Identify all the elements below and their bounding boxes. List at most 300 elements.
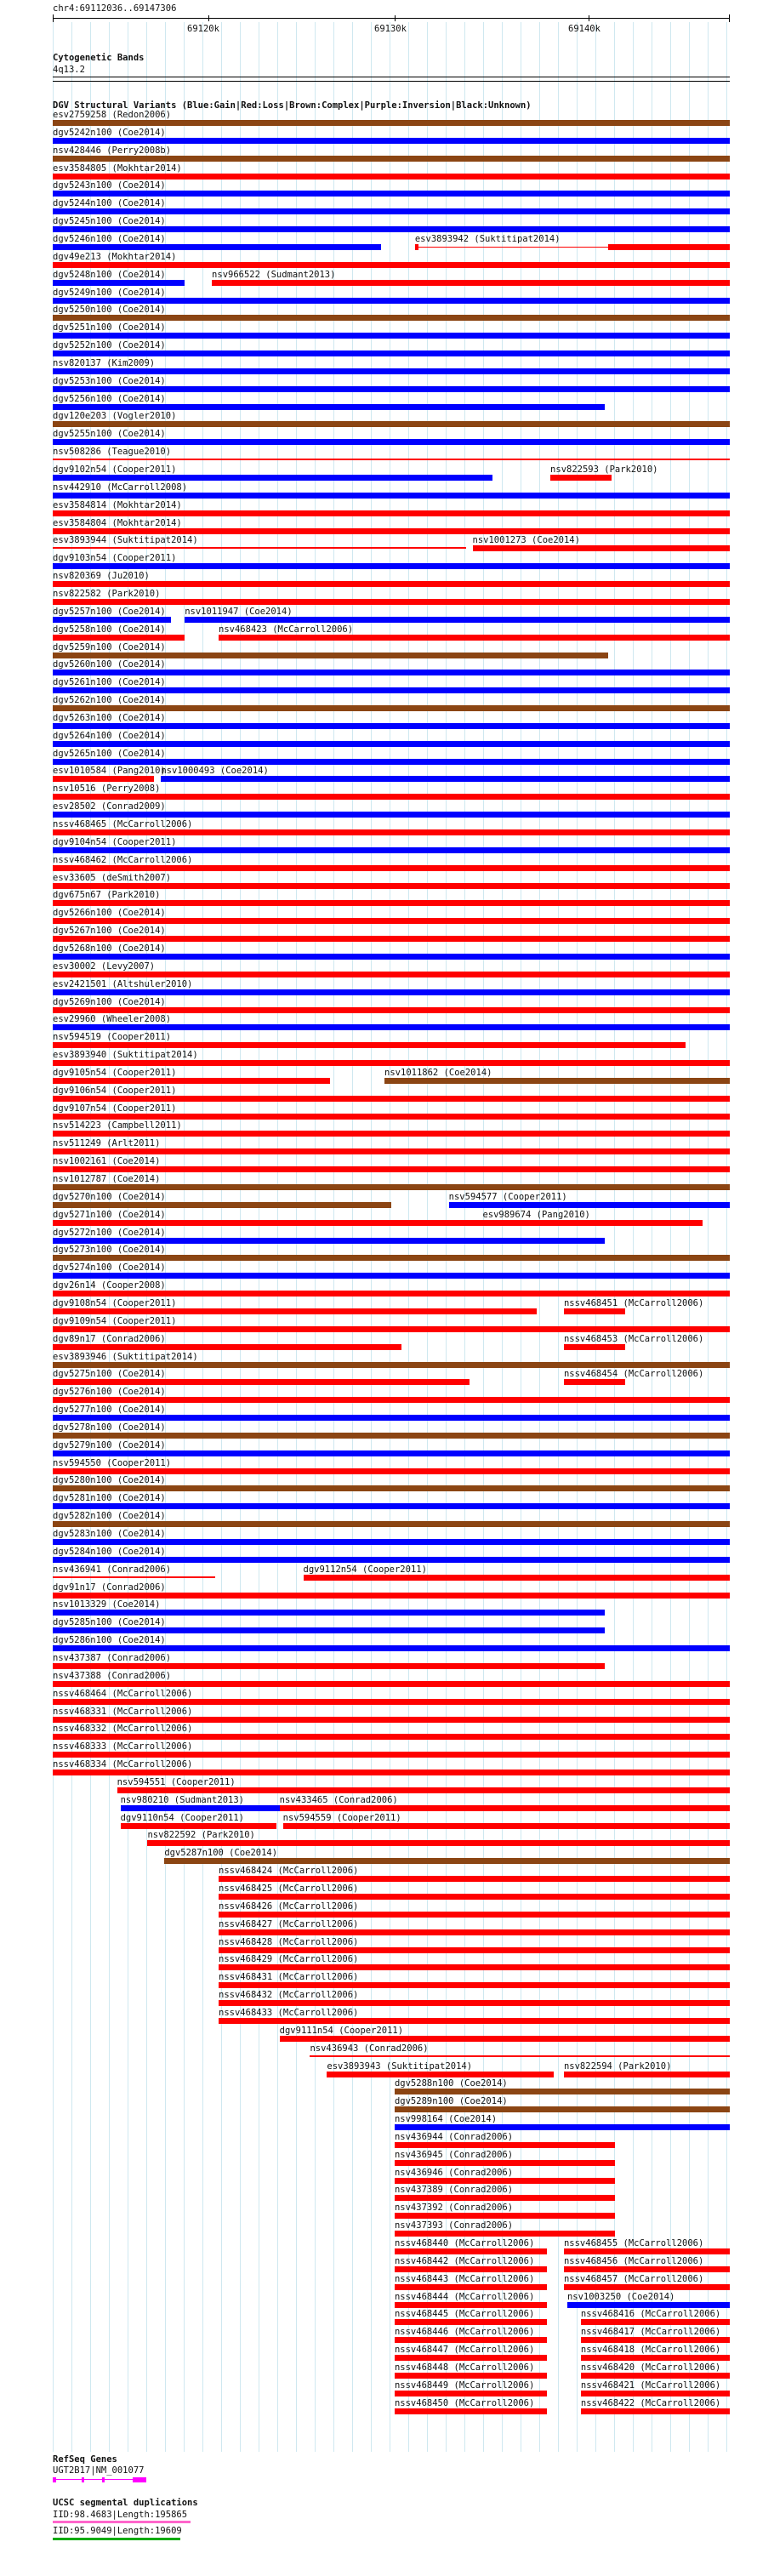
variant-label[interactable]: dgv9102n54 (Cooper2011) — [53, 464, 177, 475]
variant-bar[interactable] — [53, 794, 730, 800]
variant-label[interactable]: esv3893942 (Suktitipat2014) — [414, 233, 561, 244]
variant-bar[interactable] — [564, 2284, 730, 2290]
variant-label[interactable]: nssv468417 (McCarroll2006) — [580, 2327, 721, 2338]
variant-label[interactable]: dgv5253n100 (Coe2014) — [53, 375, 166, 386]
variant-label[interactable]: esv1010584 (Pang2010) — [53, 766, 166, 777]
variant-bar[interactable] — [53, 1042, 686, 1048]
variant-label[interactable]: dgv9112n54 (Cooper2011) — [303, 1564, 427, 1575]
variant-bar[interactable] — [219, 1982, 730, 1988]
variant-bar[interactable] — [53, 138, 730, 144]
variant-bar[interactable] — [53, 244, 381, 250]
variant-label[interactable]: nssv468457 (McCarroll2006) — [563, 2273, 704, 2284]
variant-label[interactable]: nsv822582 (Park2010) — [53, 588, 161, 599]
variant-label[interactable]: esv2421501 (Altshuler2010) — [53, 978, 193, 989]
variant-label[interactable]: nsv1000493 (Coe2014) — [161, 766, 269, 777]
variant-label[interactable]: dgv5271n100 (Coe2014) — [53, 1209, 166, 1220]
variant-bar[interactable] — [395, 2248, 547, 2254]
variant-bar[interactable] — [53, 298, 730, 304]
variant-label[interactable]: nssv468420 (McCarroll2006) — [580, 2362, 721, 2373]
variant-bar[interactable] — [53, 1114, 730, 1120]
variant-bar[interactable] — [53, 191, 730, 197]
variant-label[interactable]: dgv5242n100 (Coe2014) — [53, 127, 166, 138]
variant-label[interactable]: nsv820137 (Kim2009) — [53, 357, 156, 368]
variant-label[interactable]: dgv5252n100 (Coe2014) — [53, 340, 166, 351]
variant-label[interactable]: esv3584804 (Mokhtar2014) — [53, 517, 182, 528]
variant-bar[interactable] — [53, 156, 730, 162]
variant-label[interactable]: dgv9105n54 (Cooper2011) — [53, 1067, 177, 1078]
variant-bar[interactable] — [564, 2072, 730, 2077]
variant-label[interactable]: nsv820369 (Ju2010) — [53, 571, 150, 582]
variant-label[interactable]: esv33605 (deSmith2007) — [53, 872, 172, 883]
variant-bar[interactable] — [608, 244, 730, 250]
variant-bar[interactable] — [53, 475, 492, 481]
variant-label[interactable]: esv2759258 (Redon2006) — [53, 110, 172, 120]
variant-bar[interactable] — [53, 280, 185, 286]
variant-label[interactable]: nsv433465 (Conrad2006) — [279, 1794, 398, 1805]
variant-label[interactable]: nsv442910 (McCarroll2008) — [53, 482, 188, 493]
variant-label[interactable]: dgv5243n100 (Coe2014) — [53, 180, 166, 191]
variant-label[interactable]: nssv468433 (McCarroll2006) — [219, 2007, 359, 2018]
variant-bar[interactable] — [53, 315, 730, 321]
variant-label[interactable]: dgv5256n100 (Coe2014) — [53, 393, 166, 404]
variant-bar[interactable] — [53, 900, 730, 906]
variant-bar[interactable] — [53, 262, 730, 268]
variant-bar[interactable] — [395, 2337, 547, 2343]
variant-label[interactable]: nsv437393 (Conrad2006) — [394, 2220, 514, 2231]
refseq-gene-label[interactable]: UGT2B17|NM_001077 — [53, 2465, 145, 2476]
variant-label[interactable]: dgv5275n100 (Coe2014) — [53, 1369, 166, 1380]
variant-label[interactable]: nssv468429 (McCarroll2006) — [219, 1954, 359, 1965]
variant-label[interactable]: nsv437392 (Conrad2006) — [394, 2203, 514, 2214]
variant-bar[interactable] — [564, 1344, 625, 1350]
variant-bar[interactable] — [53, 847, 730, 853]
variant-bar[interactable] — [53, 563, 730, 569]
variant-bar[interactable] — [567, 2302, 730, 2308]
variant-bar[interactable] — [53, 1379, 470, 1385]
variant-label[interactable]: nsv428446 (Perry2008b) — [53, 145, 172, 156]
variant-bar[interactable] — [581, 2319, 730, 2325]
variant-bar[interactable] — [121, 1823, 276, 1829]
variant-bar[interactable] — [53, 670, 730, 675]
variant-label[interactable]: nssv468334 (McCarroll2006) — [53, 1759, 193, 1770]
variant-label[interactable]: esv3893944 (Suktitipat2014) — [53, 535, 198, 546]
variant-bar[interactable] — [117, 1787, 730, 1793]
variant-label[interactable]: nsv436945 (Conrad2006) — [394, 2149, 514, 2160]
variant-label[interactable]: nssv468450 (McCarroll2006) — [394, 2397, 535, 2408]
variant-bar[interactable] — [53, 1503, 730, 1509]
variant-bar[interactable] — [53, 547, 466, 549]
variant-bar[interactable] — [219, 1929, 730, 1935]
variant-label[interactable]: dgv5248n100 (Coe2014) — [53, 269, 166, 280]
variant-bar[interactable] — [564, 2266, 730, 2272]
variant-bar[interactable] — [53, 1202, 391, 1208]
variant-bar[interactable] — [53, 1663, 605, 1669]
variant-bar[interactable] — [53, 1468, 730, 1474]
variant-bar[interactable] — [219, 635, 730, 641]
variant-bar[interactable] — [219, 1876, 730, 1882]
variant-bar[interactable] — [53, 1362, 730, 1368]
variant-bar[interactable] — [53, 1078, 330, 1084]
variant-label[interactable]: nsv822594 (Park2010) — [563, 2060, 672, 2072]
variant-bar[interactable] — [53, 386, 730, 392]
variant-label[interactable]: dgv5258n100 (Coe2014) — [53, 624, 166, 635]
variant-bar[interactable] — [53, 1096, 730, 1102]
variant-bar[interactable] — [473, 545, 730, 551]
variant-bar[interactable] — [327, 2072, 554, 2077]
variant-bar[interactable] — [395, 2373, 547, 2379]
variant-label[interactable]: nssv468440 (McCarroll2006) — [394, 2238, 535, 2248]
variant-bar[interactable] — [53, 208, 730, 214]
variant-label[interactable]: nssv468422 (McCarroll2006) — [580, 2397, 721, 2408]
variant-label[interactable]: nssv468449 (McCarroll2006) — [394, 2379, 535, 2391]
variant-label[interactable]: nssv468421 (McCarroll2006) — [580, 2379, 721, 2391]
variant-bar[interactable] — [482, 1220, 703, 1226]
segdup-label[interactable]: IID:98.4683|Length:195865 — [53, 2510, 188, 2520]
variant-label[interactable]: nsv436941 (Conrad2006) — [53, 1564, 172, 1575]
variant-label[interactable]: esv30002 (Levy2007) — [53, 960, 156, 972]
variant-bar[interactable] — [564, 1308, 625, 1314]
variant-label[interactable]: dgv5282n100 (Coe2014) — [53, 1511, 166, 1522]
variant-bar[interactable] — [53, 1627, 605, 1633]
variant-bar[interactable] — [280, 1805, 730, 1811]
variant-label[interactable]: nsv998164 (Coe2014) — [394, 2114, 498, 2125]
variant-bar[interactable] — [219, 2000, 730, 2006]
variant-bar[interactable] — [310, 2055, 730, 2057]
variant-bar[interactable] — [53, 510, 730, 516]
variant-label[interactable]: nssv468442 (McCarroll2006) — [394, 2255, 535, 2266]
variant-label[interactable]: dgv9111n54 (Cooper2011) — [279, 2025, 404, 2036]
variant-label[interactable]: nssv468446 (McCarroll2006) — [394, 2327, 535, 2338]
variant-label[interactable]: nsv1011862 (Coe2014) — [384, 1067, 492, 1078]
variant-bar[interactable] — [219, 2018, 730, 2024]
segdup-bar[interactable] — [53, 2538, 180, 2540]
variant-label[interactable]: nsv437389 (Conrad2006) — [394, 2185, 514, 2196]
variant-bar[interactable] — [581, 2408, 730, 2414]
variant-bar[interactable] — [53, 1291, 730, 1297]
variant-label[interactable]: nsv1013329 (Coe2014) — [53, 1599, 161, 1610]
variant-label[interactable]: dgv9109n54 (Cooper2011) — [53, 1315, 177, 1326]
variant-bar[interactable] — [53, 528, 730, 534]
variant-label[interactable]: esv3584805 (Mokhtar2014) — [53, 162, 182, 174]
variant-label[interactable]: esv3893943 (Suktitipat2014) — [327, 2060, 473, 2072]
variant-bar[interactable] — [564, 1379, 625, 1385]
variant-label[interactable]: esv3584814 (Mokhtar2014) — [53, 499, 182, 510]
variant-label[interactable]: nssv468431 (McCarroll2006) — [219, 1972, 359, 1983]
variant-label[interactable]: nssv468464 (McCarroll2006) — [53, 1688, 193, 1699]
variant-label[interactable]: dgv5278n100 (Coe2014) — [53, 1422, 166, 1433]
variant-label[interactable]: dgv5245n100 (Coe2014) — [53, 216, 166, 227]
variant-bar[interactable] — [395, 2391, 547, 2396]
variant-label[interactable]: dgv5288n100 (Coe2014) — [394, 2078, 508, 2089]
variant-label[interactable]: dgv5251n100 (Coe2014) — [53, 322, 166, 333]
variant-bar[interactable] — [53, 883, 730, 889]
variant-label[interactable]: nsv10516 (Perry2008) — [53, 784, 161, 795]
variant-label[interactable]: dgv49e213 (Mokhtar2014) — [53, 251, 177, 262]
variant-label[interactable]: esv989674 (Pang2010) — [482, 1209, 590, 1220]
variant-bar[interactable] — [53, 635, 185, 641]
variant-label[interactable]: dgv5259n100 (Coe2014) — [53, 641, 166, 653]
variant-label[interactable]: dgv5257n100 (Coe2014) — [53, 606, 166, 617]
variant-label[interactable]: dgv9108n54 (Cooper2011) — [53, 1297, 177, 1308]
variant-bar[interactable] — [53, 404, 605, 410]
variant-bar[interactable] — [53, 1752, 730, 1758]
variant-bar[interactable] — [53, 581, 730, 587]
variant-bar[interactable] — [53, 989, 730, 995]
variant-label[interactable]: nssv468424 (McCarroll2006) — [219, 1866, 359, 1877]
variant-bar[interactable] — [53, 1415, 730, 1421]
variant-label[interactable]: dgv5263n100 (Coe2014) — [53, 712, 166, 723]
variant-label[interactable]: nsv511249 (Arlt2011) — [53, 1138, 161, 1149]
variant-bar[interactable] — [219, 1947, 730, 1953]
variant-bar[interactable] — [53, 723, 730, 729]
variant-bar[interactable] — [53, 459, 730, 460]
variant-bar[interactable] — [581, 2355, 730, 2361]
variant-label[interactable]: dgv5274n100 (Coe2014) — [53, 1262, 166, 1274]
variant-label[interactable]: nsv1002161 (Coe2014) — [53, 1156, 161, 1167]
variant-bar[interactable] — [53, 1593, 730, 1599]
variant-bar[interactable] — [219, 1894, 730, 1900]
variant-bar[interactable] — [53, 1717, 730, 1723]
variant-label[interactable]: dgv120e203 (Vogler2010) — [53, 411, 177, 422]
variant-label[interactable]: nssv468443 (McCarroll2006) — [394, 2273, 535, 2284]
variant-label[interactable]: dgv675n67 (Park2010) — [53, 890, 161, 901]
variant-label[interactable]: dgv5273n100 (Coe2014) — [53, 1245, 166, 1256]
variant-label[interactable]: nssv468445 (McCarroll2006) — [394, 2309, 535, 2320]
variant-label[interactable]: nssv468465 (McCarroll2006) — [53, 819, 193, 829]
variant-bar[interactable] — [53, 174, 730, 180]
variant-label[interactable]: nsv1001273 (Coe2014) — [472, 535, 580, 546]
variant-label[interactable]: dgv5280n100 (Coe2014) — [53, 1475, 166, 1486]
variant-bar[interactable] — [161, 776, 730, 782]
variant-label[interactable]: nsv822593 (Park2010) — [550, 464, 658, 475]
variant-label[interactable]: dgv5283n100 (Coe2014) — [53, 1529, 166, 1539]
variant-bar[interactable] — [53, 1238, 605, 1244]
variant-label[interactable]: dgv9104n54 (Cooper2011) — [53, 836, 177, 847]
variant-label[interactable]: dgv5266n100 (Coe2014) — [53, 908, 166, 919]
variant-bar[interactable] — [53, 776, 154, 782]
variant-label[interactable]: dgv5289n100 (Coe2014) — [394, 2096, 508, 2107]
variant-bar[interactable] — [395, 2213, 615, 2219]
variant-label[interactable]: nsv508286 (Teague2010) — [53, 447, 172, 458]
variant-bar[interactable] — [53, 120, 730, 126]
variant-label[interactable]: dgv5249n100 (Coe2014) — [53, 287, 166, 298]
variant-label[interactable]: nsv1012787 (Coe2014) — [53, 1174, 161, 1184]
variant-label[interactable]: nssv468331 (McCarroll2006) — [53, 1706, 193, 1717]
variant-label[interactable]: dgv5276n100 (Coe2014) — [53, 1387, 166, 1398]
variant-bar[interactable] — [53, 1255, 730, 1261]
variant-bar[interactable] — [53, 1450, 730, 1456]
variant-bar[interactable] — [550, 475, 612, 481]
variant-bar[interactable] — [53, 865, 730, 871]
variant-bar[interactable] — [53, 1734, 730, 1740]
variant-label[interactable]: dgv26n14 (Cooper2008) — [53, 1280, 166, 1291]
variant-bar[interactable] — [53, 741, 730, 747]
variant-label[interactable]: nsv1003250 (Coe2014) — [566, 2291, 675, 2302]
variant-bar[interactable] — [53, 493, 730, 499]
variant-label[interactable]: esv3893946 (Suktitipat2014) — [53, 1351, 198, 1362]
variant-bar[interactable] — [395, 2302, 547, 2308]
variant-bar[interactable] — [53, 1397, 730, 1403]
segdup-bar[interactable] — [53, 2521, 191, 2523]
variant-label[interactable]: nsv437388 (Conrad2006) — [53, 1670, 172, 1681]
variant-bar[interactable] — [53, 439, 730, 445]
variant-label[interactable]: dgv89n17 (Conrad2006) — [53, 1333, 166, 1344]
variant-bar[interactable] — [53, 829, 730, 835]
variant-bar[interactable] — [395, 2089, 730, 2094]
variant-label[interactable]: nssv468455 (McCarroll2006) — [563, 2238, 704, 2248]
variant-bar[interactable] — [219, 1964, 730, 1970]
variant-label[interactable]: esv3893940 (Suktitipat2014) — [53, 1050, 198, 1061]
variant-bar[interactable] — [53, 918, 730, 924]
variant-bar[interactable] — [395, 2408, 547, 2414]
variant-bar[interactable] — [53, 1024, 730, 1030]
variant-bar[interactable] — [53, 1326, 730, 1332]
variant-label[interactable]: dgv5272n100 (Coe2014) — [53, 1227, 166, 1238]
variant-bar[interactable] — [395, 2355, 547, 2361]
variant-label[interactable]: nsv980210 (Sudmant2013) — [120, 1794, 244, 1805]
variant-label[interactable]: dgv9107n54 (Cooper2011) — [53, 1103, 177, 1114]
variant-bar[interactable] — [53, 1645, 730, 1651]
variant-label[interactable]: dgv5277n100 (Coe2014) — [53, 1405, 166, 1416]
variant-bar[interactable] — [395, 2160, 615, 2166]
variant-label[interactable]: nssv468444 (McCarroll2006) — [394, 2291, 535, 2302]
variant-label[interactable]: nssv468447 (McCarroll2006) — [394, 2345, 535, 2356]
variant-bar[interactable] — [395, 2284, 547, 2290]
variant-label[interactable]: nsv594559 (Cooper2011) — [282, 1812, 401, 1823]
variant-label[interactable]: nsv966522 (Sudmant2013) — [212, 269, 336, 280]
variant-bar[interactable] — [53, 1576, 215, 1578]
variant-bar[interactable] — [53, 1344, 401, 1350]
variant-bar[interactable] — [53, 1166, 730, 1172]
variant-bar[interactable] — [53, 759, 730, 765]
variant-bar[interactable] — [53, 1699, 730, 1705]
variant-bar[interactable] — [53, 1308, 537, 1314]
variant-label[interactable]: dgv5264n100 (Coe2014) — [53, 730, 166, 741]
variant-bar[interactable] — [53, 1273, 730, 1279]
variant-label[interactable]: nsv436943 (Conrad2006) — [310, 2043, 429, 2054]
variant-label[interactable]: dgv5279n100 (Coe2014) — [53, 1439, 166, 1450]
segdup-label[interactable]: IID:95.9049|Length:19609 — [53, 2526, 182, 2536]
variant-bar[interactable] — [395, 2195, 615, 2201]
variant-bar[interactable] — [53, 1539, 730, 1545]
variant-bar[interactable] — [53, 1433, 730, 1439]
variant-label[interactable]: nsv437387 (Conrad2006) — [53, 1652, 172, 1663]
variant-bar[interactable] — [53, 226, 730, 232]
variant-label[interactable]: dgv5244n100 (Coe2014) — [53, 198, 166, 209]
variant-label[interactable]: dgv5255n100 (Coe2014) — [53, 429, 166, 440]
variant-bar[interactable] — [304, 1575, 730, 1581]
variant-bar[interactable] — [53, 1485, 730, 1491]
variant-bar[interactable] — [53, 350, 730, 356]
variant-label[interactable]: dgv5246n100 (Coe2014) — [53, 233, 166, 244]
variant-bar[interactable] — [581, 2373, 730, 2379]
variant-label[interactable]: dgv9103n54 (Cooper2011) — [53, 553, 177, 564]
variant-label[interactable]: nsv468423 (McCarroll2006) — [219, 624, 354, 635]
variant-bar[interactable] — [53, 1521, 730, 1527]
variant-bar[interactable] — [53, 1610, 605, 1616]
variant-label[interactable]: dgv9110n54 (Cooper2011) — [120, 1812, 244, 1823]
variant-label[interactable]: esv28502 (Conrad2009) — [53, 801, 166, 812]
variant-label[interactable]: nssv468425 (McCarroll2006) — [219, 1884, 359, 1894]
variant-label[interactable]: dgv5265n100 (Coe2014) — [53, 748, 166, 759]
variant-bar[interactable] — [384, 1078, 730, 1084]
variant-label[interactable]: esv29960 (Wheeler2008) — [53, 1014, 172, 1025]
variant-bar[interactable] — [147, 1840, 730, 1846]
variant-bar[interactable] — [53, 954, 730, 960]
variant-bar[interactable] — [395, 2231, 615, 2237]
variant-label[interactable]: nsv594577 (Cooper2011) — [448, 1191, 567, 1202]
variant-bar[interactable] — [53, 333, 730, 339]
variant-label[interactable]: nssv468428 (McCarroll2006) — [219, 1936, 359, 1947]
variant-label[interactable]: dgv5270n100 (Coe2014) — [53, 1191, 166, 1202]
variant-bar[interactable] — [581, 2337, 730, 2343]
variant-bar[interactable] — [53, 1770, 730, 1775]
variant-bar[interactable] — [53, 617, 171, 623]
variant-label[interactable]: dgv5269n100 (Coe2014) — [53, 996, 166, 1007]
variant-bar[interactable] — [53, 1148, 730, 1154]
variant-label[interactable]: nssv468426 (McCarroll2006) — [219, 1901, 359, 1912]
variant-label[interactable]: dgv9106n54 (Cooper2011) — [53, 1085, 177, 1096]
variant-bar[interactable] — [53, 1060, 730, 1066]
variant-label[interactable]: dgv5286n100 (Coe2014) — [53, 1635, 166, 1646]
variant-label[interactable]: nssv468451 (McCarroll2006) — [563, 1297, 704, 1308]
variant-bar[interactable] — [185, 617, 730, 623]
variant-label[interactable]: nsv514223 (Campbell2011) — [53, 1120, 182, 1131]
variant-label[interactable]: dgv5250n100 (Coe2014) — [53, 305, 166, 316]
variant-label[interactable]: dgv91n17 (Conrad2006) — [53, 1582, 166, 1593]
variant-label[interactable]: nssv468418 (McCarroll2006) — [580, 2345, 721, 2356]
variant-bar[interactable] — [395, 2142, 615, 2148]
variant-bar[interactable] — [395, 2178, 615, 2184]
variant-label[interactable]: dgv5267n100 (Coe2014) — [53, 926, 166, 937]
variant-bar[interactable] — [395, 2266, 547, 2272]
variant-label[interactable]: dgv5260n100 (Coe2014) — [53, 659, 166, 670]
variant-label[interactable]: nsv436946 (Conrad2006) — [394, 2167, 514, 2178]
variant-bar[interactable] — [449, 1202, 730, 1208]
refseq-gene-model[interactable] — [53, 2477, 146, 2482]
variant-label[interactable]: nssv468427 (McCarroll2006) — [219, 1918, 359, 1929]
variant-label[interactable]: dgv5287n100 (Coe2014) — [164, 1848, 278, 1859]
variant-label[interactable]: nsv436944 (Conrad2006) — [394, 2131, 514, 2142]
variant-label[interactable]: nssv468332 (McCarroll2006) — [53, 1724, 193, 1735]
variant-bar[interactable] — [53, 599, 730, 605]
variant-bar[interactable] — [395, 2106, 730, 2112]
variant-bar[interactable] — [164, 1858, 730, 1864]
variant-bar[interactable] — [53, 936, 730, 942]
variant-label[interactable]: nssv468416 (McCarroll2006) — [580, 2309, 721, 2320]
variant-bar[interactable] — [53, 421, 730, 427]
variant-label[interactable]: dgv5284n100 (Coe2014) — [53, 1546, 166, 1557]
variant-label[interactable]: nsv1011947 (Coe2014) — [185, 606, 293, 617]
variant-bar[interactable] — [53, 687, 730, 693]
variant-bar[interactable] — [280, 2036, 730, 2042]
variant-bar[interactable] — [212, 280, 730, 286]
variant-bar[interactable] — [53, 1131, 730, 1137]
variant-label[interactable]: nsv594551 (Cooper2011) — [117, 1776, 236, 1787]
variant-label[interactable]: nsv594519 (Cooper2011) — [53, 1032, 172, 1043]
variant-bar[interactable] — [395, 2124, 730, 2130]
variant-label[interactable]: nssv468454 (McCarroll2006) — [563, 1369, 704, 1380]
variant-label[interactable]: nssv468462 (McCarroll2006) — [53, 854, 193, 865]
variant-label[interactable]: dgv5262n100 (Coe2014) — [53, 695, 166, 706]
variant-bar[interactable] — [53, 812, 730, 818]
variant-bar[interactable] — [581, 2391, 730, 2396]
variant-label[interactable]: nssv468333 (McCarroll2006) — [53, 1741, 193, 1752]
variant-label[interactable]: dgv5285n100 (Coe2014) — [53, 1617, 166, 1628]
variant-label[interactable]: nsv594550 (Cooper2011) — [53, 1457, 172, 1468]
variant-bar[interactable] — [219, 1912, 730, 1918]
variant-bar[interactable] — [53, 653, 608, 658]
